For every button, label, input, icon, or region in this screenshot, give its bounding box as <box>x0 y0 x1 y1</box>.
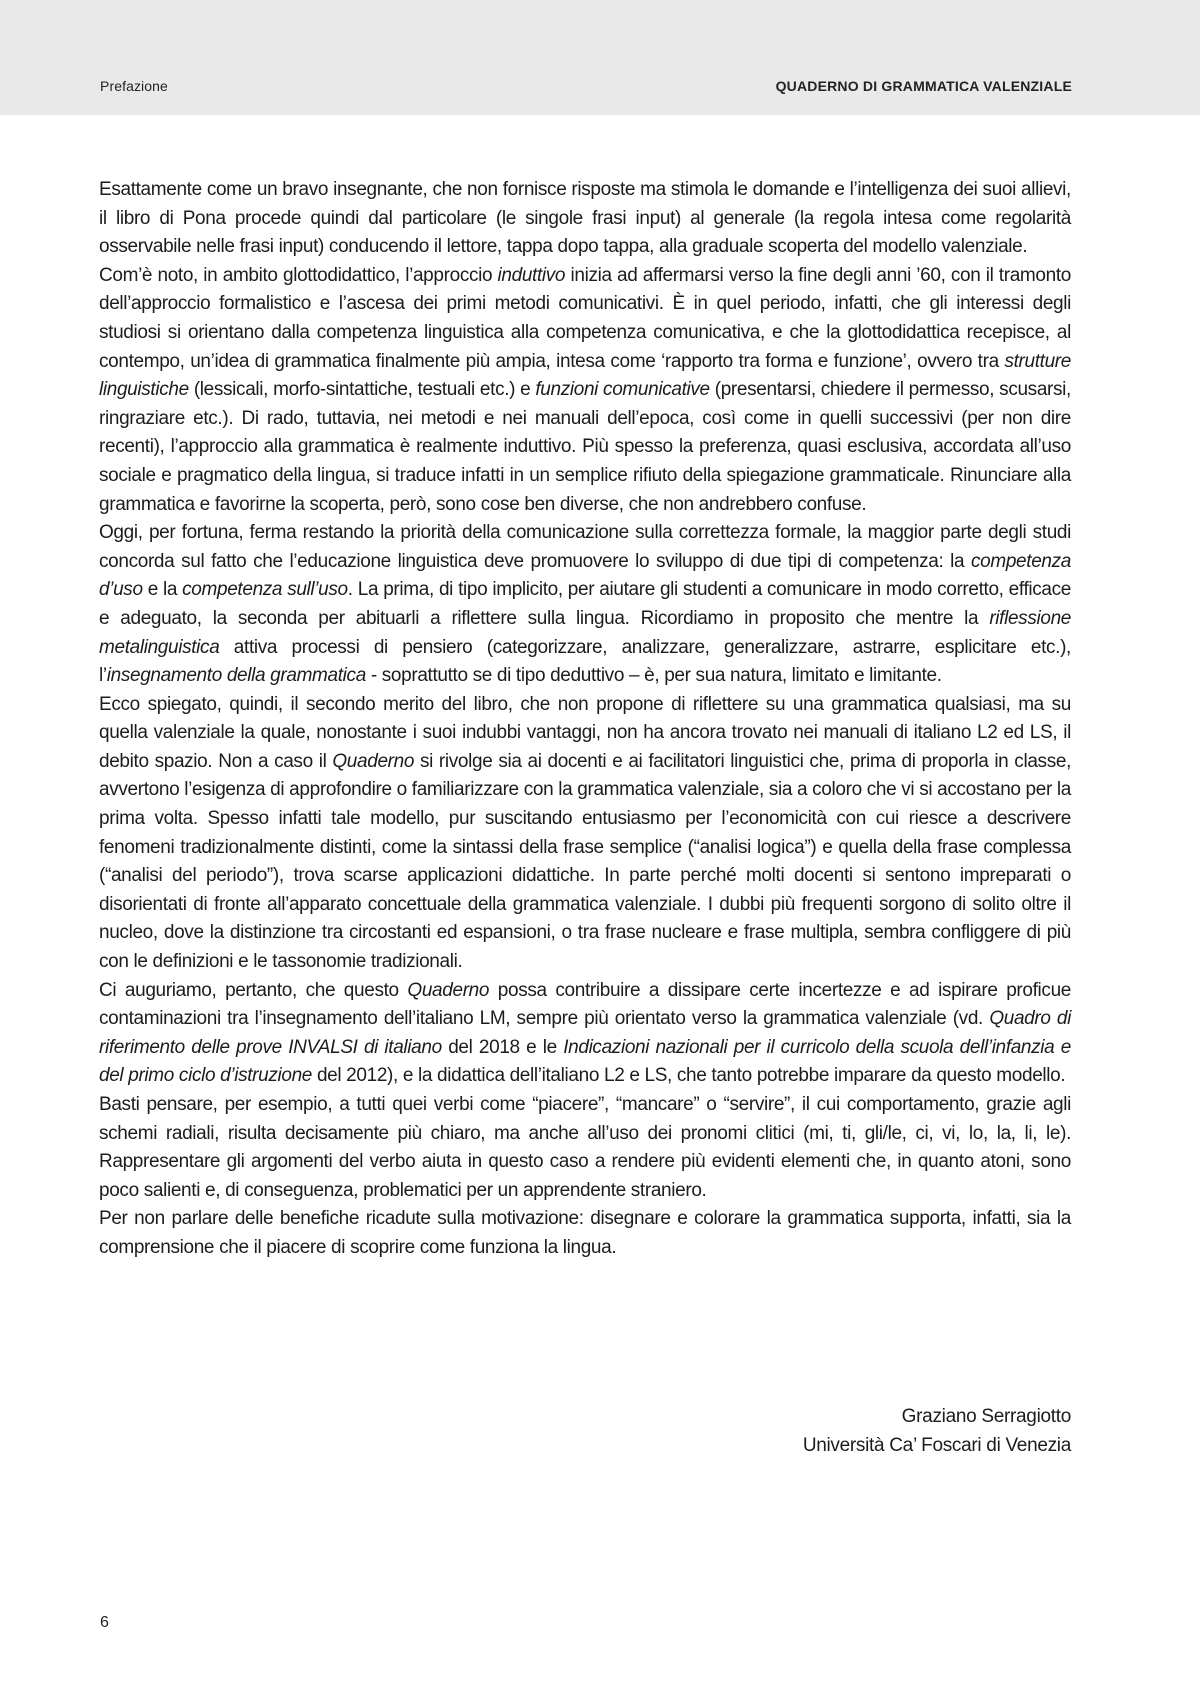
paragraph <box>99 691 1071 977</box>
header-section-title: Prefazione <box>100 78 168 94</box>
text-run: del 2012), e la didattica dell’italiano L2 e LS, che tanto potrebbe imparare da questo modello. <box>312 1065 1066 1087</box>
preface-body <box>99 176 1071 1263</box>
italic-term: funzioni comunicative <box>535 379 710 401</box>
italic-term: insegnamento della grammatica <box>106 665 366 687</box>
italic-term: induttivo <box>497 264 566 286</box>
italic-term: Quaderno <box>407 979 490 1001</box>
text-run: si rivolge sia ai docenti e ai facilitatori linguistici che, prima di proporla in classe, avvertono l’esigenza di approfondire o familiarizzare con la grammatica valenziale, sia a coloro che vi si accostano per la prima volta. Spesso infatti tale modello, pur suscitando entusiasmo per l’economicità con cui riesce a descrivere fenomeni tradizionalmente distinti, come la sintassi della frase semplice (“analisi logica”) e quella della frase complessa (“analisi del periodo”), trova scarse applicazioni didattiche. In parte perché molti docenti si sentono impreparati o disorientati di fronte all’apparato concettuale della grammatica valenziale. I dubbi più frequenti sorgono di solito oltre il nucleo, dove la distinzione tra circostanti ed espansioni, o tra frase nucleare e frase multipla, sembra confliggere di più con le definizioni e le tassonomie tradizionali. <box>99 750 1071 973</box>
signature-name: Graziano Serragiotto <box>901 1406 1071 1427</box>
paragraph <box>99 1091 1071 1205</box>
text-run: (presentarsi, chiedere il permesso, scusarsi, ringraziare etc.). Di rado, tuttavia, nei metodi e nei manuali dell’epoca, così come in quelli successivi (per non dire recenti), l’approccio alla grammatica è realmente induttivo. Più spesso la preferenza, quasi esclusiva, accordata all’uso sociale e pragmatico della lingua, si traduce infatti in un semplice rifiuto della spiegazione grammaticale. Rinunciare alla grammatica e favorirne la scoperta, però, sono cose ben diverse, che non andrebbero confuse. <box>99 379 1071 515</box>
page-header <box>0 0 1200 115</box>
paragraph <box>99 176 1071 262</box>
signature-block <box>803 1402 1071 1460</box>
text-run: del 2018 e le <box>441 1036 564 1058</box>
page-number: 6 <box>100 1614 109 1631</box>
italic-term: strutture linguistiche <box>99 350 1071 401</box>
paragraph <box>99 1205 1071 1262</box>
text-run: Basti pensare, per esempio, a tutti quei verbi come “piacere”, “mancare” o “servire”, il cui comportamento, grazie agli schemi radiali, risulta decisamente più chiaro, ma anche all’uso dei pronomi clitici (mi, ti, gli/le, ci, vi, lo, la, li, le). Rappresentare gli argomenti del verbo aiuta in questo caso a rendere più evidenti elementi che, in quanto atoni, sono poco salienti e, di conseguenza, problematici per un apprendente straniero. <box>99 1094 1071 1201</box>
text-run: e la <box>142 579 183 601</box>
text-run: - soprattutto se di tipo deduttivo – è, per sua natura, limitato e limitante. <box>365 665 942 687</box>
text-run: Oggi, per fortuna, ferma restando la priorità della comunicazione sulla correttezza formale, la maggior parte degli studi concorda sul fatto che l’educazione linguistica deve promuovere lo sviluppo di due tipi di competenza: la <box>99 522 1071 572</box>
text-run: Ci auguriamo, pertanto, che questo <box>99 979 408 1001</box>
italic-term: competenza sull’uso <box>182 579 348 601</box>
text-run: Esattamente come un bravo insegnante, che non fornisce risposte ma stimola le domande e l’intelligenza dei suoi allievi, il libro di Pona procede quindi dal particolare (le singole frasi input) al generale (la regola intesa come regolarità osservabile nelle frasi input) conducendo il lettore, tappa dopo tappa, alla graduale scoperta del modello valenziale. <box>99 179 1071 258</box>
italic-term: competenza d’uso <box>99 550 1071 601</box>
text-run: . La prima, di tipo implicito, per aiutare gli studenti a comunicare in modo corretto, efficace e adeguato, la seconda per abituarli a riflettere sulla lingua. Ricordiamo in proposito che mentre la <box>99 579 1071 629</box>
text-run: inizia ad affermarsi verso la fine degli anni ’60, con il tramonto dell’approccio formalistico e l’ascesa dei primi metodi comunicativi. È in quel periodo, infatti, che gli interessi degli studiosi si orientano dalla competenza linguistica alla competenza comunicativa, e che la glottodidattica recepisce, al contempo, un’idea di grammatica finalmente più ampia, intesa come ‘rapporto tra forma e funzione’, ovvero tra <box>99 264 1071 372</box>
text-run: attiva processi di pensiero (categorizzare, analizzare, generalizzare, astrarre, esplicitare etc.), l’ <box>99 636 1071 687</box>
italic-term: Quadro di riferimento delle prove INVALSI di italiano <box>99 1008 1071 1058</box>
signature-affiliation: Università Ca’ Foscari di Venezia <box>802 1435 1071 1456</box>
italic-term: Indicazioni nazionali per il curricolo della scuola dell’infanzia e del primo ciclo d’istruzione <box>99 1036 1071 1087</box>
paragraph <box>99 519 1071 691</box>
text-run: possa contribuire a dissipare certe incertezze e ad ispirare proficue contaminazioni tra l’insegnamento dell’italiano LM, sempre più orientato verso la grammatica valenziale (vd. <box>99 979 1072 1030</box>
header-book-title: QUADERNO DI GRAMMATICA VALENZIALE <box>775 78 1072 94</box>
italic-term: Quaderno <box>332 750 415 772</box>
text-run: Com’è noto, in ambito glottodidattico, l’approccio <box>99 264 498 286</box>
paragraph <box>99 262 1071 519</box>
paragraph <box>99 977 1071 1091</box>
text-run: Per non parlare delle benefiche ricadute sulla motivazione: disegnare e colorare la grammatica supporta, infatti, sia la comprensione che il piacere di scoprire come funziona la lingua. <box>99 1208 1071 1258</box>
italic-term: riflessione metalinguistica <box>99 607 1071 658</box>
text-run: (lessicali, morfo-sintattiche, testuali etc.) e <box>188 379 536 401</box>
text-run: Ecco spiegato, quindi, il secondo merito del libro, che non propone di riflettere su una grammatica qualsiasi, ma su quella valenziale la quale, nonostante i suoi indubbi vantaggi, non ha ancora trovato nei manuali di italiano L2 ed LS, il debito spazio. Non a caso il <box>99 693 1071 772</box>
